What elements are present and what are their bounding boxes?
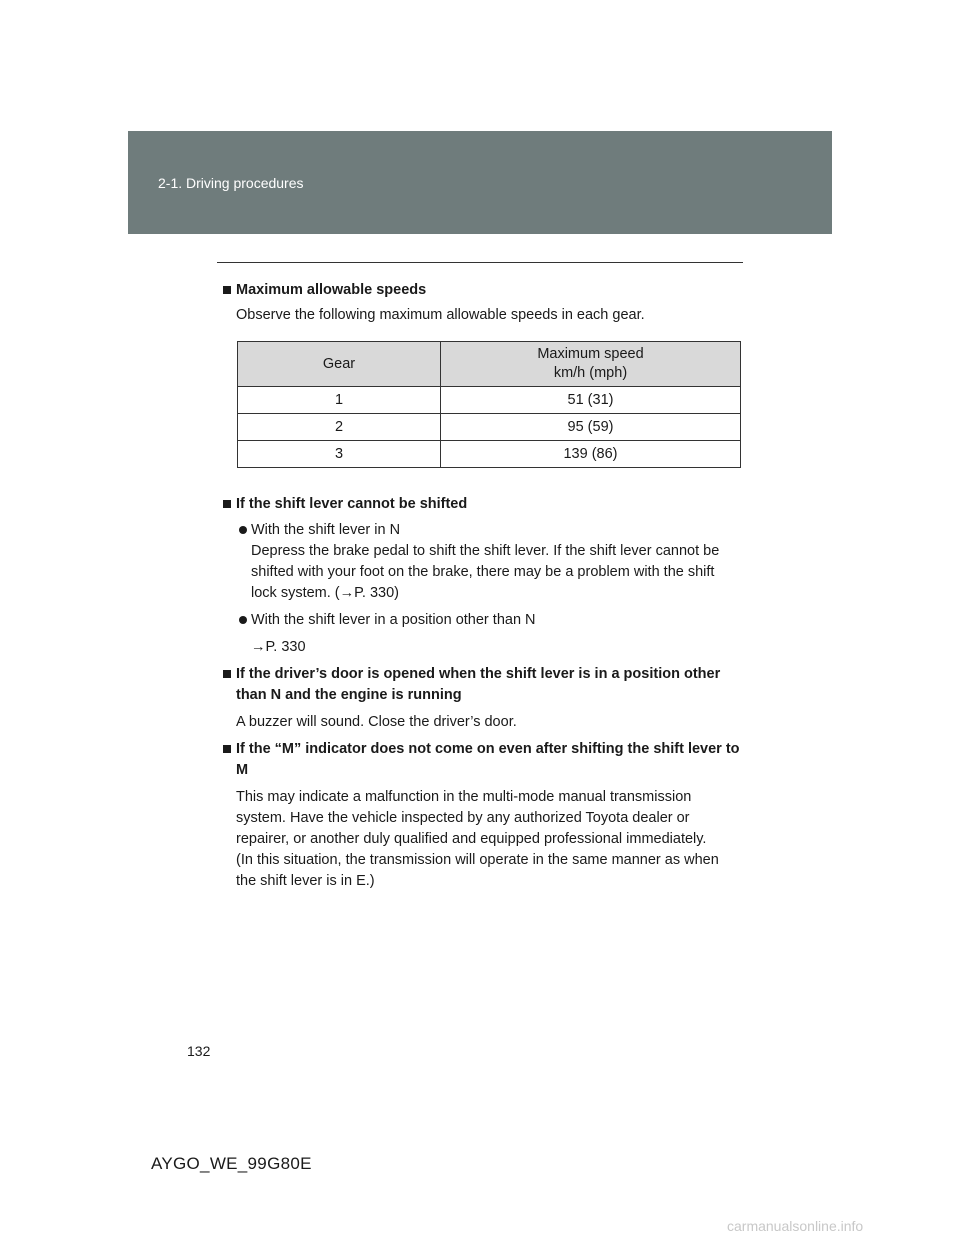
speed-cell: 139 (86) — [441, 441, 741, 468]
square-bullet-icon — [223, 286, 231, 294]
cannot-shift-title: If the shift lever cannot be shifted — [236, 496, 468, 512]
max-speeds-text: Observe the following maximum allowable speeds in each gear. — [236, 307, 645, 323]
speed-cell: 51 (31) — [441, 387, 741, 414]
bullet1-text: Depress the brake pedal to shift the shift lever. If the shift lever cannot be shifted with your foot on the brake, there may be a problem with the shift lock system. (→P. 330) — [251, 543, 720, 601]
watermark: carmanualsonline.info — [727, 1218, 864, 1234]
door-open-heading — [220, 664, 742, 706]
m-indicator-heading — [220, 739, 742, 781]
max-speed-table — [237, 341, 741, 468]
top-divider — [217, 262, 743, 263]
door-open-title: If the driver’s door is opened when the shift lever is in a position other than N and the engine is running — [236, 666, 721, 703]
bullet1-title: With the shift lever in N — [251, 522, 401, 538]
page-number: 132 — [187, 1043, 211, 1059]
header-gear: Gear — [238, 342, 441, 387]
table-row — [238, 414, 741, 441]
gear-cell: 2 — [238, 414, 441, 441]
table-header-row — [238, 342, 741, 387]
m-indicator-text: This may indicate a malfunction in the multi-mode manual transmission system. Have the vehicle inspected by any authorized Toyota dealer or repairer, or another duly qualified and equipped professional immediately. — [236, 789, 707, 847]
document-code: AYGO_WE_99G80E — [151, 1154, 312, 1173]
header-max-speed-line2: km/h (mph) — [553, 365, 628, 381]
bullet2-reference: →P. 330 — [251, 639, 306, 655]
door-open-text: A buzzer will sound. Close the driver’s door. — [236, 714, 517, 730]
bullet2-title: With the shift lever in a position other than N — [251, 612, 536, 628]
max-speeds-heading — [220, 280, 742, 301]
square-bullet-icon — [223, 500, 231, 508]
gear-cell: 1 — [238, 387, 441, 414]
header-max-speed-line1: Maximum speed — [537, 346, 644, 362]
max-speeds-title: Maximum allowable speeds — [236, 282, 427, 298]
square-bullet-icon — [223, 745, 231, 753]
gear-cell: 3 — [238, 441, 441, 468]
table-row — [238, 387, 741, 414]
cannot-shift-heading — [220, 494, 742, 515]
square-bullet-icon — [223, 670, 231, 678]
m-indicator-title: If the “M” indicator does not come on even after shifting the shift lever to M — [236, 741, 740, 778]
table-row — [238, 441, 741, 468]
section-header: 2-1. Driving procedures — [158, 175, 304, 191]
header-max-speed — [441, 342, 741, 387]
round-bullet-icon — [239, 616, 247, 624]
bullet-shift-other — [220, 610, 742, 631]
speed-cell: 95 (59) — [441, 414, 741, 441]
header-band — [128, 131, 832, 234]
m-indicator-note: (In this situation, the transmission will operate in the same manner as when the shift lever is in E.) — [236, 852, 719, 889]
round-bullet-icon — [239, 526, 247, 534]
bullet-shift-in-n — [220, 520, 742, 604]
